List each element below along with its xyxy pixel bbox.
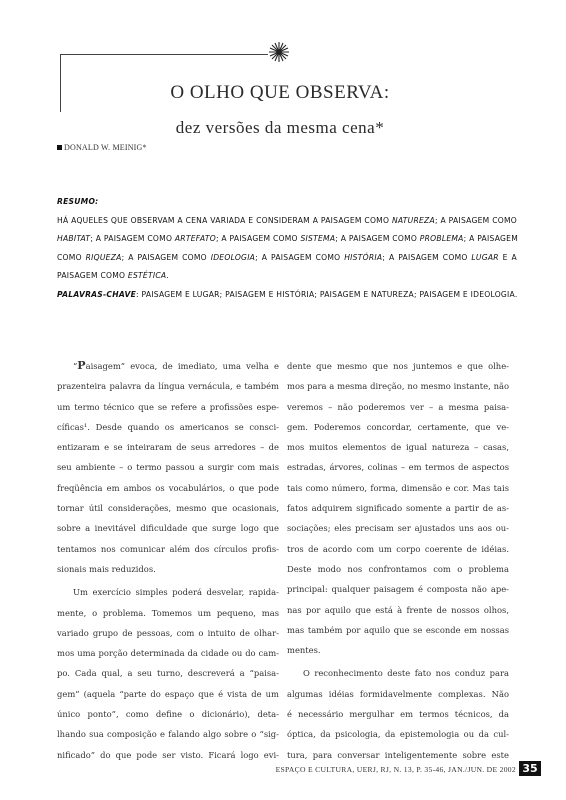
abstract-body (57, 212, 517, 286)
abstract-emphasis: HISTÓRIA (344, 252, 383, 262)
text-line: “Paisagem” evoca, de imediato, uma velha e (73, 359, 279, 372)
text-line: prazenteira palavra da língua vernácula, e também (57, 381, 279, 392)
abstract-text: . (166, 271, 170, 281)
text-line: mos para a mesma direção, no mesmo instante, não (287, 381, 509, 392)
text-line: tros de acordo com um corpo coerente de idéias. (287, 543, 509, 554)
abstract-emphasis: ESTÉTICA (127, 271, 167, 281)
keywords-text: : PAISAGEM E LUGAR; PAISAGEM E HISTÓRIA; PAISAGEM E NATUREZA; PAISAGEM E IDEOLOGIA. (136, 289, 518, 299)
text-line: nas por aquilo que está à frente de nossos olhos, (287, 604, 509, 615)
text-line: O reconhecimento deste fato nos conduz para (303, 668, 509, 679)
abstract-emphasis: PROBLEMA (419, 234, 464, 244)
text-line: cíficas¹. Desde quando os americanos se consci- (57, 421, 279, 432)
abstract-text: E A (498, 252, 517, 262)
text-line: sionais mais reduzidos. (57, 563, 156, 574)
text-line: sociações; eles precisam ser ajustados uns aos ou- (287, 523, 509, 534)
body-column-right (287, 356, 509, 765)
decorative-frame-left (60, 54, 61, 112)
author-line (57, 143, 147, 152)
text-line: Deste modo nos confrontamos com o problema (287, 563, 509, 574)
keywords-label: PALAVRAS-CHAVE (57, 289, 137, 299)
text-line: lhando sua composição e falando algo sobre o “sig- (57, 729, 279, 740)
abstract-text: ; A PAISAGEM COMO (434, 215, 518, 225)
text-line: entizaram e se inteiraram de seus arredores – de (57, 442, 279, 453)
abstract-emphasis: NATUREZA (391, 215, 435, 225)
text-line: veremos – não poderemos ver – a mesma paisa- (287, 401, 509, 412)
abstract-emphasis: IDEOLOGIA (210, 252, 256, 262)
abstract-text: ; A PAISAGEM COMO (255, 252, 345, 262)
text-line: algumas idéias formidavelmente complexas. Não (287, 688, 509, 699)
text-line: nificado” do que pode ser visto. Ficará logo evi- (57, 749, 279, 760)
text-line: fatos adquirem significado somente a partir de as- (287, 503, 509, 514)
abstract-text: HÁ AQUELES QUE OBSERVAM A CENA VARIADA E CONSIDERAM A PAISAGEM COMO (57, 215, 392, 225)
author-name: DONALD W. MEINIG* (64, 143, 147, 152)
resumo-label: RESUMO: (57, 197, 99, 206)
decorative-frame-top (60, 54, 268, 55)
text-line: mos muitos elementos de igual natureza – casas, (287, 442, 509, 453)
text-line: mentes. (287, 645, 321, 656)
abstract (57, 193, 517, 305)
abstract-emphasis: SISTEMA (300, 234, 336, 244)
abstract-text: ; A PAISAGEM COMO (215, 234, 301, 244)
text-line: freqüência em ambos os vocabulários, o que pode (57, 482, 279, 493)
text-line: único ponto”, como define o dicionário), deta- (57, 709, 279, 720)
abstract-emphasis: ARTEFATO (174, 234, 216, 244)
abstract-emphasis: LUGAR (471, 252, 499, 262)
abstract-text: ; A PAISAGEM COMO (335, 234, 420, 244)
text-line: variado grupo de pessoas, com o intuito de olhar- (57, 627, 279, 638)
text-line: tais como número, forma, dimensão e cor. Mas tais (287, 482, 509, 493)
abstract-emphasis: RIQUEZA (85, 252, 122, 262)
article-subtitle: dez versões da mesma cena* (175, 118, 385, 137)
abstract-text: PAISAGEM COMO (57, 271, 128, 281)
bullet-square-icon (57, 145, 62, 150)
text-line: é necessário mergulhar em termos técnicos, da (287, 709, 509, 720)
text-line: tentamos nos comunicar além dos círculos profis- (57, 543, 279, 554)
keywords-line (57, 286, 517, 305)
abstract-line (57, 212, 517, 231)
abstract-text: ; A PAISAGEM COMO (121, 252, 211, 262)
text-line: principal: qualquer paisagem é composta não ape- (287, 584, 509, 595)
drop-capital: P (77, 359, 86, 372)
text-line: mos uma porção determinada da cidade ou do cam- (57, 648, 279, 659)
text-line: tura, para conversar inteligentemente sobre este (287, 749, 509, 760)
text-line: sobre a inevitável dificuldade que surge logo que (57, 523, 279, 534)
text-line: po. Cada qual, a seu turno, descreverá a “paisa- (57, 668, 279, 679)
text-line: estradas, árvores, colinas – em termos de aspectos (287, 462, 509, 473)
abstract-text: ; A PAISAGEM (463, 234, 518, 244)
text-line: mente, o problema. Tomemos um pequeno, mas (57, 607, 279, 618)
abstract-emphasis: HABITAT (57, 234, 91, 244)
article-title: O OLHO QUE OBSERVA: (170, 82, 390, 103)
abstract-text: ; A PAISAGEM COMO (90, 234, 175, 244)
text-line: seu ambiente – o termo passou a surgir com mais (57, 462, 279, 473)
text-line: Um exercício simples poderá desvelar, rapida- (73, 587, 279, 598)
text-line: tornar útil considerações, mesmo que ocasionais, (57, 503, 279, 514)
text-line: gem” (aquela “parte do espaço que é vista de um (57, 688, 279, 699)
text-line: gem. Poderemos concordar, certamente, que ve- (287, 421, 509, 432)
body-column-left (57, 356, 279, 765)
abstract-text: COMO (57, 252, 86, 262)
abstract-line (57, 267, 517, 286)
sunburst-ornament-icon (268, 41, 290, 63)
abstract-line (57, 230, 517, 249)
text-line: dente que mesmo que nos juntemos e que olhe- (287, 361, 509, 371)
abstract-line (57, 249, 517, 268)
text-line: um termo técnico que se refere a profissões espe- (57, 401, 279, 412)
abstract-text: ; A PAISAGEM COMO (382, 252, 472, 262)
text-line: óptica, da psicologia, da epistemologia ou da cul- (287, 729, 509, 740)
journal-citation: ESPAÇO E CULTURA, UERJ, RJ, N. 13, P. 35-46, JAN./JUN. DE 2002 (275, 765, 516, 774)
text-line: mas também por aquilo que se esconde em nossas (287, 624, 509, 635)
page-number: 35 (519, 761, 541, 776)
